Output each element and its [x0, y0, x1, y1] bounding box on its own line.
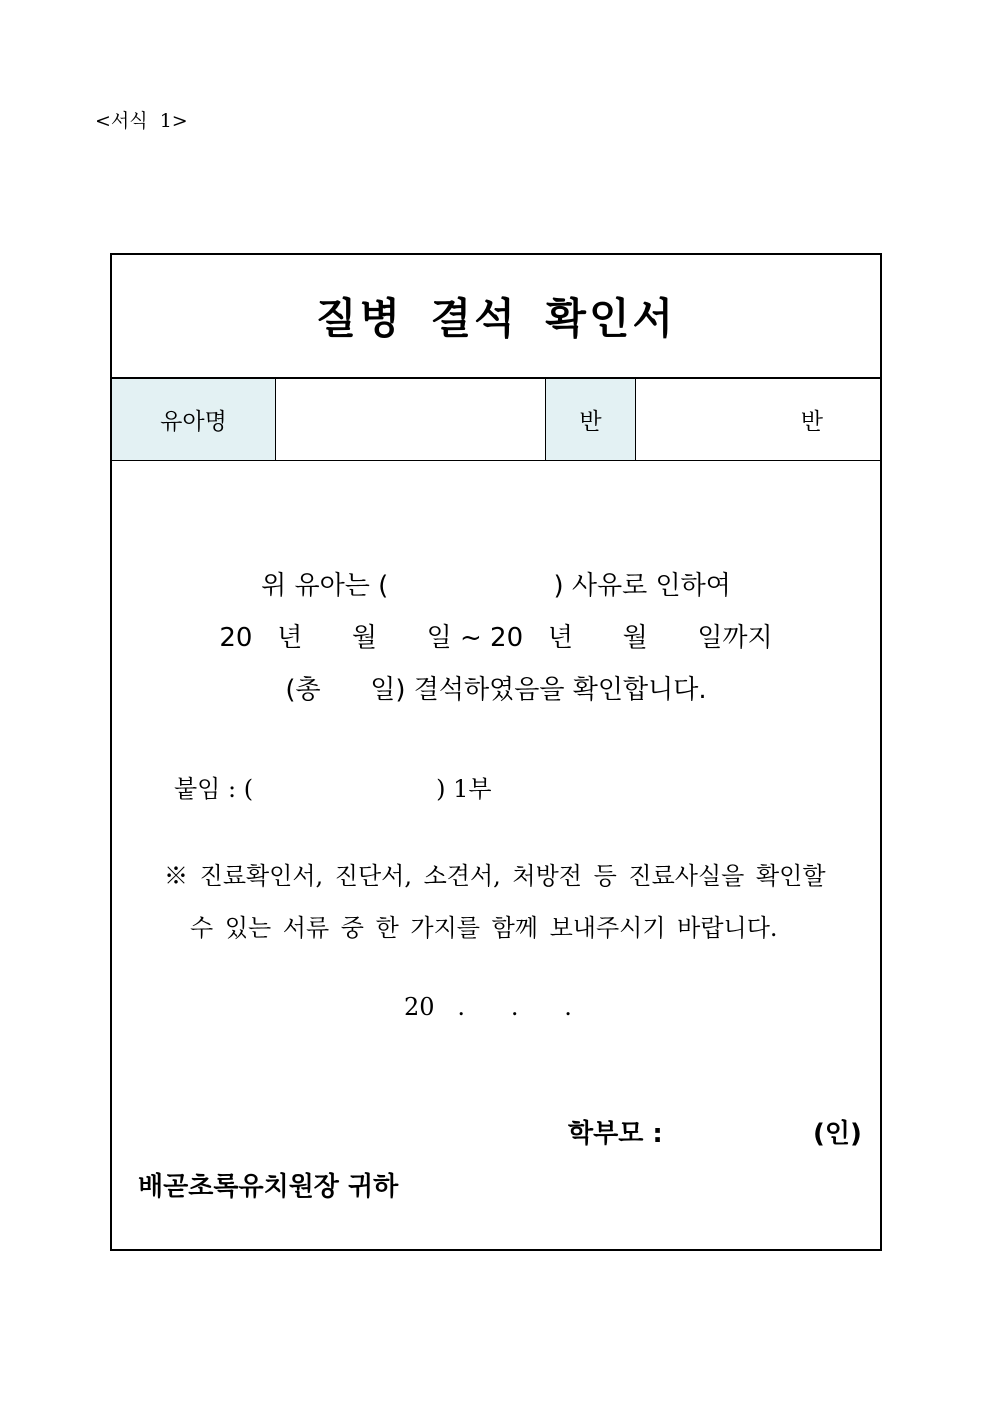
parent-signature-label: 학부모 : [568, 1119, 663, 1149]
date-line: 20 . . . [404, 993, 572, 1021]
statement-line-1: 위 유아는 ( ) 사유로 인하여 [261, 571, 731, 601]
statement-line-2: 20 년 월 일 ~ 20 년 월 일까지 [219, 623, 773, 653]
child-name-label: 유아명 [112, 379, 276, 460]
child-name-field[interactable] [276, 379, 546, 460]
addressee: 배곧초록유치원장 귀하 [138, 1172, 399, 1202]
info-row [112, 379, 880, 461]
note-line-2: 수 있는 서류 중 한 가지를 함께 보내주시기 바랍니다. [190, 914, 778, 942]
seal-mark: (인) [813, 1119, 862, 1149]
form-title: 질병 결석 확인서 [315, 294, 677, 343]
form-frame [110, 253, 882, 1251]
note-line-1: ※ 진료확인서, 진단서, 소견서, 처방전 등 진료사실을 확인할 [164, 862, 826, 890]
title-row [112, 255, 880, 379]
form-number: <서식 1> [95, 110, 188, 132]
attachment-line: 붙임 : ( ) 1부 [174, 775, 492, 803]
class-label: 반 [546, 379, 636, 460]
statement-line-3: (총 일) 결석하였음을 확인합니다. [285, 675, 707, 705]
class-field[interactable]: 반 [800, 409, 823, 435]
